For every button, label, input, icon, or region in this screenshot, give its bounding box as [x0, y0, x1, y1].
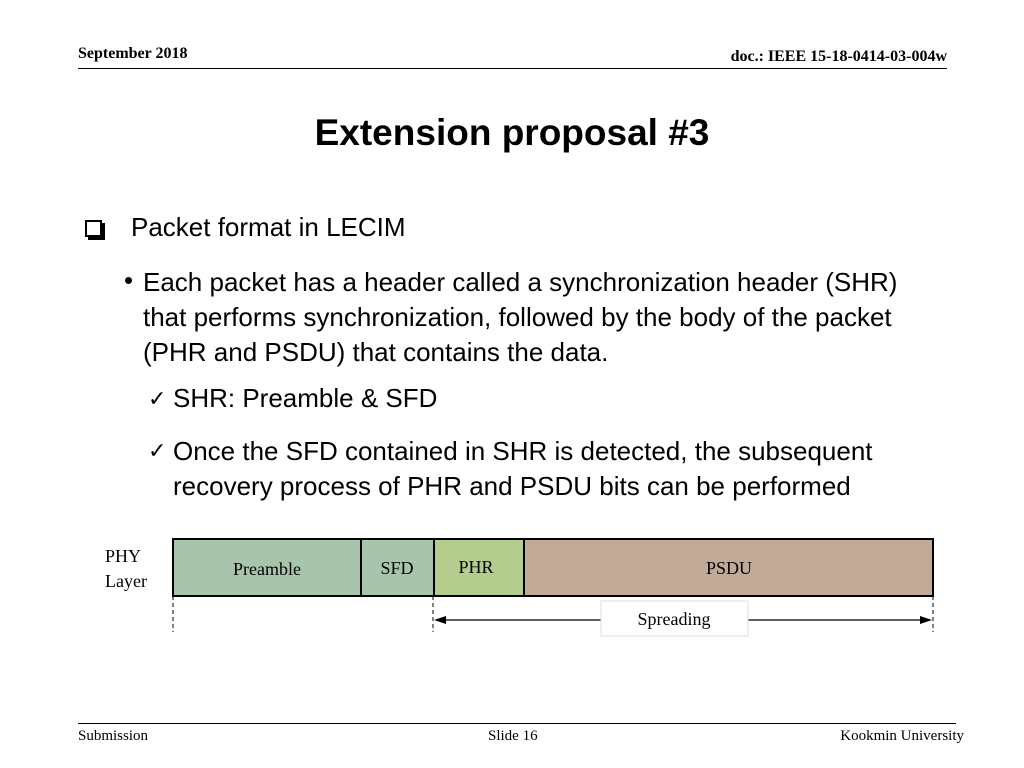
- field-sfd-label: SFD: [380, 558, 414, 578]
- header-date: September 2018: [78, 45, 188, 62]
- bullet-level3: Once the SFD contained in SHR is detected, the subsequent recovery process of PHR and PSDU bits can be performed: [173, 436, 873, 501]
- footer-divider: [78, 723, 956, 724]
- spreading-label: Spreading: [637, 609, 711, 629]
- field-phr-label: PHR: [458, 557, 494, 577]
- footer-submission: Submission: [78, 728, 149, 744]
- arrow-left-head: [434, 616, 446, 624]
- footer-organization: Kookmin University: [840, 728, 964, 744]
- header-divider: [78, 68, 947, 69]
- arrow-right-head: [920, 616, 932, 624]
- field-preamble-label: Preamble: [233, 559, 301, 579]
- bullet-level2: Each packet has a header called a synchronization header (SHR) that performs synchronization, followed by the body of the packet (PHR and PSDU) that contains the data.: [143, 267, 898, 367]
- footer-slide-number: Slide 16: [488, 728, 538, 744]
- checkmark-icon: ✓: [148, 386, 167, 411]
- bullet-level1: Packet format in LECIM: [131, 212, 406, 242]
- field-psdu-label: PSDU: [705, 558, 753, 578]
- header-doc-id: doc.: IEEE 15-18-0414-03-004w: [730, 48, 947, 65]
- dot-bullet-icon: •: [124, 265, 134, 295]
- bullet-level3: SHR: Preamble & SFD: [173, 383, 438, 413]
- packet-format-diagram: [96, 530, 956, 640]
- layer-label-phy: PHY: [105, 546, 142, 566]
- checkmark-icon: ✓: [148, 438, 167, 463]
- square-bullet-icon: [85, 220, 102, 237]
- slide-title: Extension proposal #3: [314, 112, 710, 153]
- layer-label-layer: Layer: [105, 571, 147, 591]
